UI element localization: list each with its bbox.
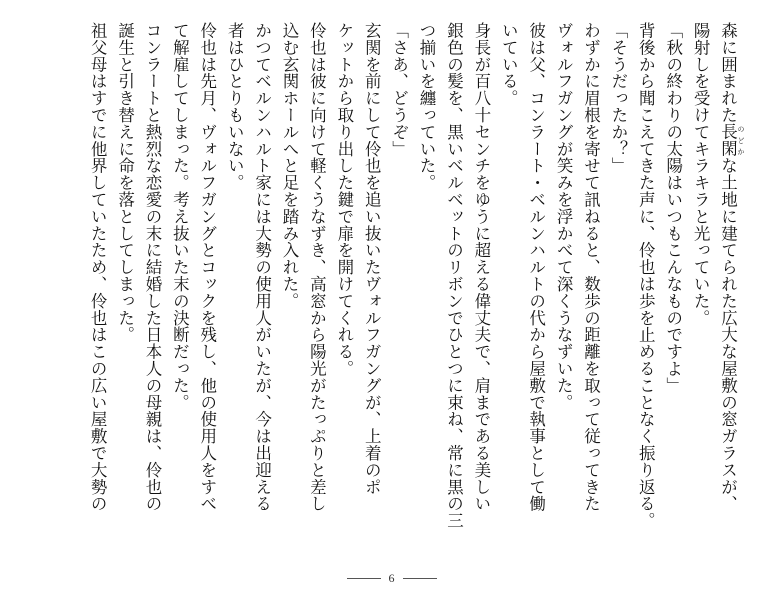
text-line-22: コンラートと熱烈な恋愛の末に結婚した日本人の母親は、伶也の xyxy=(142,22,162,513)
text-line-7: ヴォルフガングが笑みを浮かべて深くうなずいた。 xyxy=(554,22,574,411)
text-line-11: 銀色の髪を、黒いベルベットのリボンでひとつに束ね、常に黒の三 xyxy=(444,22,464,529)
vertical-text-body xyxy=(33,22,745,532)
text-line-8: 彼は父、コンラート・ベルンハルトの代から屋敷で執事として働 xyxy=(526,22,546,513)
page-number: 6 xyxy=(388,570,395,585)
text-line-20: 伶也は先月、ヴォルフガングとコックを残し、他の使用人をすべ xyxy=(197,22,217,513)
text-line-9: いている。 xyxy=(499,22,519,107)
text-line-24: 祖父母はすでに他界していたため、伶也はこの広い屋敷で大勢の xyxy=(88,22,108,513)
text-line-5: 「そうだったか？」 xyxy=(608,22,628,175)
text-line-2: 陽射しを受けてキラキラと光っていた。 xyxy=(691,22,711,327)
footer-rule-right xyxy=(403,578,437,579)
text-line-17: 込む玄関ホールへと足を踏み入れた。 xyxy=(280,22,299,310)
text-line-12: つ揃いを纏っていた。 xyxy=(417,22,437,191)
text-line-6: わずかに眉根を寄せて訊ねると、数歩の距離を取って従ってきた xyxy=(581,22,601,513)
text-line-13: 「さあ、どうぞ」 xyxy=(389,22,409,158)
text-line-4: 背後から聞こえてきた声に、伶也は歩を止めることなく振り返る。 xyxy=(636,22,656,529)
text-line-14: 玄関を前にして伶也を追い抜いたヴォルフガングが、上着のポ xyxy=(362,22,382,496)
text-line-15: ケットから取り出した鍵で扉を開けてくれる。 xyxy=(334,22,354,377)
text-line-1: 森に囲まれた長閑 のどかな土地に建てられた広大な屋敷の窓ガラスが、 xyxy=(718,22,745,513)
text-line-16: 伶也は彼に向けて軽くうなずき、高窓から陽光がたっぷりと差し xyxy=(307,22,327,513)
text-line-10: 身長が百八十センチをゆうに超える偉丈夫で、肩まである美しい xyxy=(471,22,491,513)
ruby-annotation: 長閑 のどか xyxy=(718,123,745,158)
text-line-23: 誕生と引き替えに命を落としてしまった。 xyxy=(115,22,135,344)
text-line-19: 者はひとりもいない。 xyxy=(225,22,245,191)
text-line-21: て解雇してしまった。考え抜いた末の決断だった。 xyxy=(170,22,190,411)
page-footer xyxy=(0,568,783,588)
text-line-18: かつてベルンハルト家には大勢の使用人がいたが、今は出迎える xyxy=(252,22,272,513)
text-line-3: 「秋の終わりの太陽はいつもこんなものですよ」 xyxy=(663,22,683,394)
footer-rule-left xyxy=(347,578,381,579)
